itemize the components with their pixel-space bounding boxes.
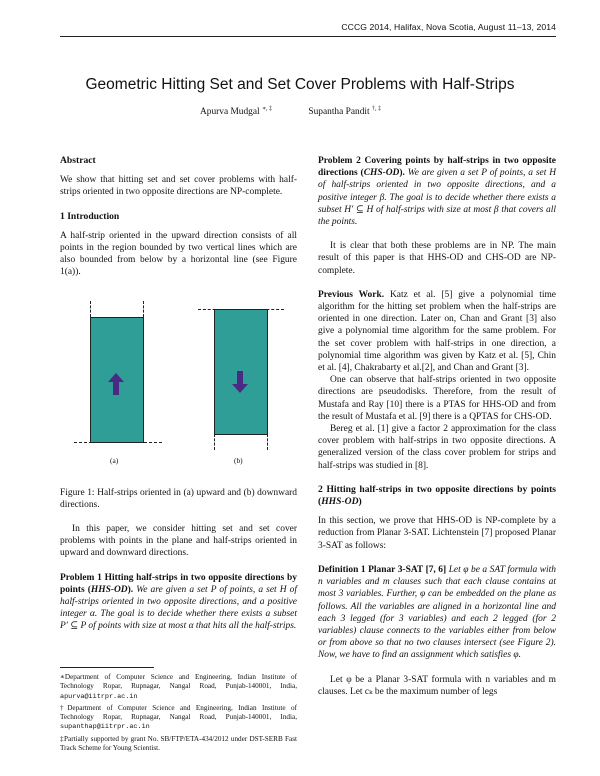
problem-1: Problem 1 Hitting half-strips in two opposite directions by points (HHS-OD). We are given a set P of points, a set H of half-strips oriented in two opposite directions, and a positive integer α. The goal is to decide whether there exists a subset P′ ⊆ P of points with size at most α that hits all the half-strips. xyxy=(60,572,298,632)
author-1: Apurva Mudgal ∗, ‡ xyxy=(200,106,273,118)
abstract-text: We show that hitting set and set cover problems with half-strips oriented in two opposite directions are NP-complete. xyxy=(60,175,297,198)
section-2-paragraph-1: In this section, we prove that HHS-OD is NP-complete by a reduction from Planar 3-SAT. Lichtenstein [7] proposed Planar 3-SAT as follows: xyxy=(318,516,556,551)
intro-paragraph-1: A half-strip oriented in the upward direction consists of all points in the region bounded by two vertical lines which are also bounded from below by a horizontal line (see Figure 1(a)). xyxy=(60,230,297,278)
previous-work-paragraph-2: One can observe that half-strips oriented in two opposite directions are pseudodisks. Therefore, from the result of Mustafa and Ray [10] there is a PTAS for HHS-OD and from the result of Mustafa et al. [9] there is a QPTAS for CHS-OD. xyxy=(318,375,556,422)
strip-a-right-extension xyxy=(143,301,144,317)
previous-work-paragraph-1: Previous Work. Katz et al. [5] give a polynomial time algorithm for the hitting set problem when the half-strips are oriented in one direction. Later on, Chan and Grant [3] also give a polynomial time algorithm for the same problem. For the set cover problem with half-strips in one direction, a polynomial time algorithm was given by Katz et al. [5], Chin et al. [4], Chakrabarty et al.[2], and Chan and Grant [3]. xyxy=(318,289,556,374)
strip-b-left-extension xyxy=(214,434,215,450)
down-arrow-icon xyxy=(232,371,248,393)
footnote-rule xyxy=(60,667,154,668)
intro-paragraph-2: In this paper, we consider hitting set and set cover problems with points in the plane and half-strips oriented in upward and downward directions. xyxy=(60,524,297,559)
author-list xyxy=(200,105,381,117)
figure-label-a: (a) xyxy=(110,455,119,465)
figure-label-b: (b) xyxy=(234,455,243,465)
section-2-heading: 2 Hitting half-strips in two opposite directions by points (HHS-OD) xyxy=(318,483,556,508)
intro-heading: 1 Introduction xyxy=(60,210,120,222)
right-column xyxy=(318,155,556,698)
left-column xyxy=(60,155,297,633)
last-paragraph: Let φ be a Planar 3-SAT formula with n variables and m clauses. Let cₖ be the maximum number of legs xyxy=(318,674,556,697)
paper-title: Geometric Hitting Set and Set Cover Problems with Half-Strips xyxy=(85,76,515,93)
np-paragraph: It is clear that both these problems are in NP. The main result of this paper is that HHS-OD and CHS-OD are NP-complete. xyxy=(318,241,556,276)
strip-a-bottom-line xyxy=(74,442,162,443)
strip-b-right-extension xyxy=(267,434,268,450)
footnotes xyxy=(60,673,297,755)
definition-1: Definition 1 Planar 3-SAT [7, 6] Let φ be a SAT formula with n variables and m clauses such that each clause contains at most 3 variables. Further, φ can be embedded on the plane as follows. All the variables are aligned in a horizontal line and each 3 legged (for 3 variables) and each 2 legged (for 2 variables) clause connects to the variables either from below or from above so that no two clauses intersect (see Figure 2). Now, we have to find an assignment which satisfies φ. xyxy=(318,564,557,661)
figure-1 xyxy=(60,287,297,487)
abstract-heading: Abstract xyxy=(60,155,96,166)
running-head: CCCG 2014, Halifax, Nova Scotia, August 11–13, 2014 xyxy=(341,22,556,32)
footnote-2: †Department of Computer Science and Engineering, Indian Institute of Technology Ropar, Rupnagar, Nangal Road, Punjab-140001, India, supanthap@iitrpr.ac.in xyxy=(60,703,297,732)
previous-work-paragraph-3: Bereg et al. [1] give a factor 2 approximation for the class cover problem with half-strips in two opposite directions. A generalized version of the class cover problem for strips and half-strips was studied in [8]. xyxy=(318,424,556,471)
header-rule xyxy=(60,36,556,37)
problem-2: Problem 2 Covering points by half-strips in two opposite directions (CHS-OD). We are given a set P of points, a set H of half-strips oriented in two opposite directions, and a positive integer β. The goal is to decide whether there exists a subset H′ ⊆ H of half-strips with size at most β that covers all the points. xyxy=(318,156,557,228)
footnote-1: ∗Department of Computer Science and Engineering, Indian Institute of Technology Ropar, Rupnagar, Nangal Road, Punjab-140001, India, apurva@iitrpr.ac.in xyxy=(60,673,297,701)
figure-caption: Figure 1: Half-strips oriented in (a) upward and (b) downward directions. xyxy=(60,487,297,510)
strip-a-left-extension xyxy=(90,301,91,317)
footnote-3: ‡Partially supported by grant No. SB/FTP/ETA-434/2012 under DST-SERB Fast Track Scheme for Young Scientist. xyxy=(60,734,297,753)
author-2: Supantha Pandit †, ‡ xyxy=(308,106,381,118)
up-arrow-icon xyxy=(108,373,124,395)
